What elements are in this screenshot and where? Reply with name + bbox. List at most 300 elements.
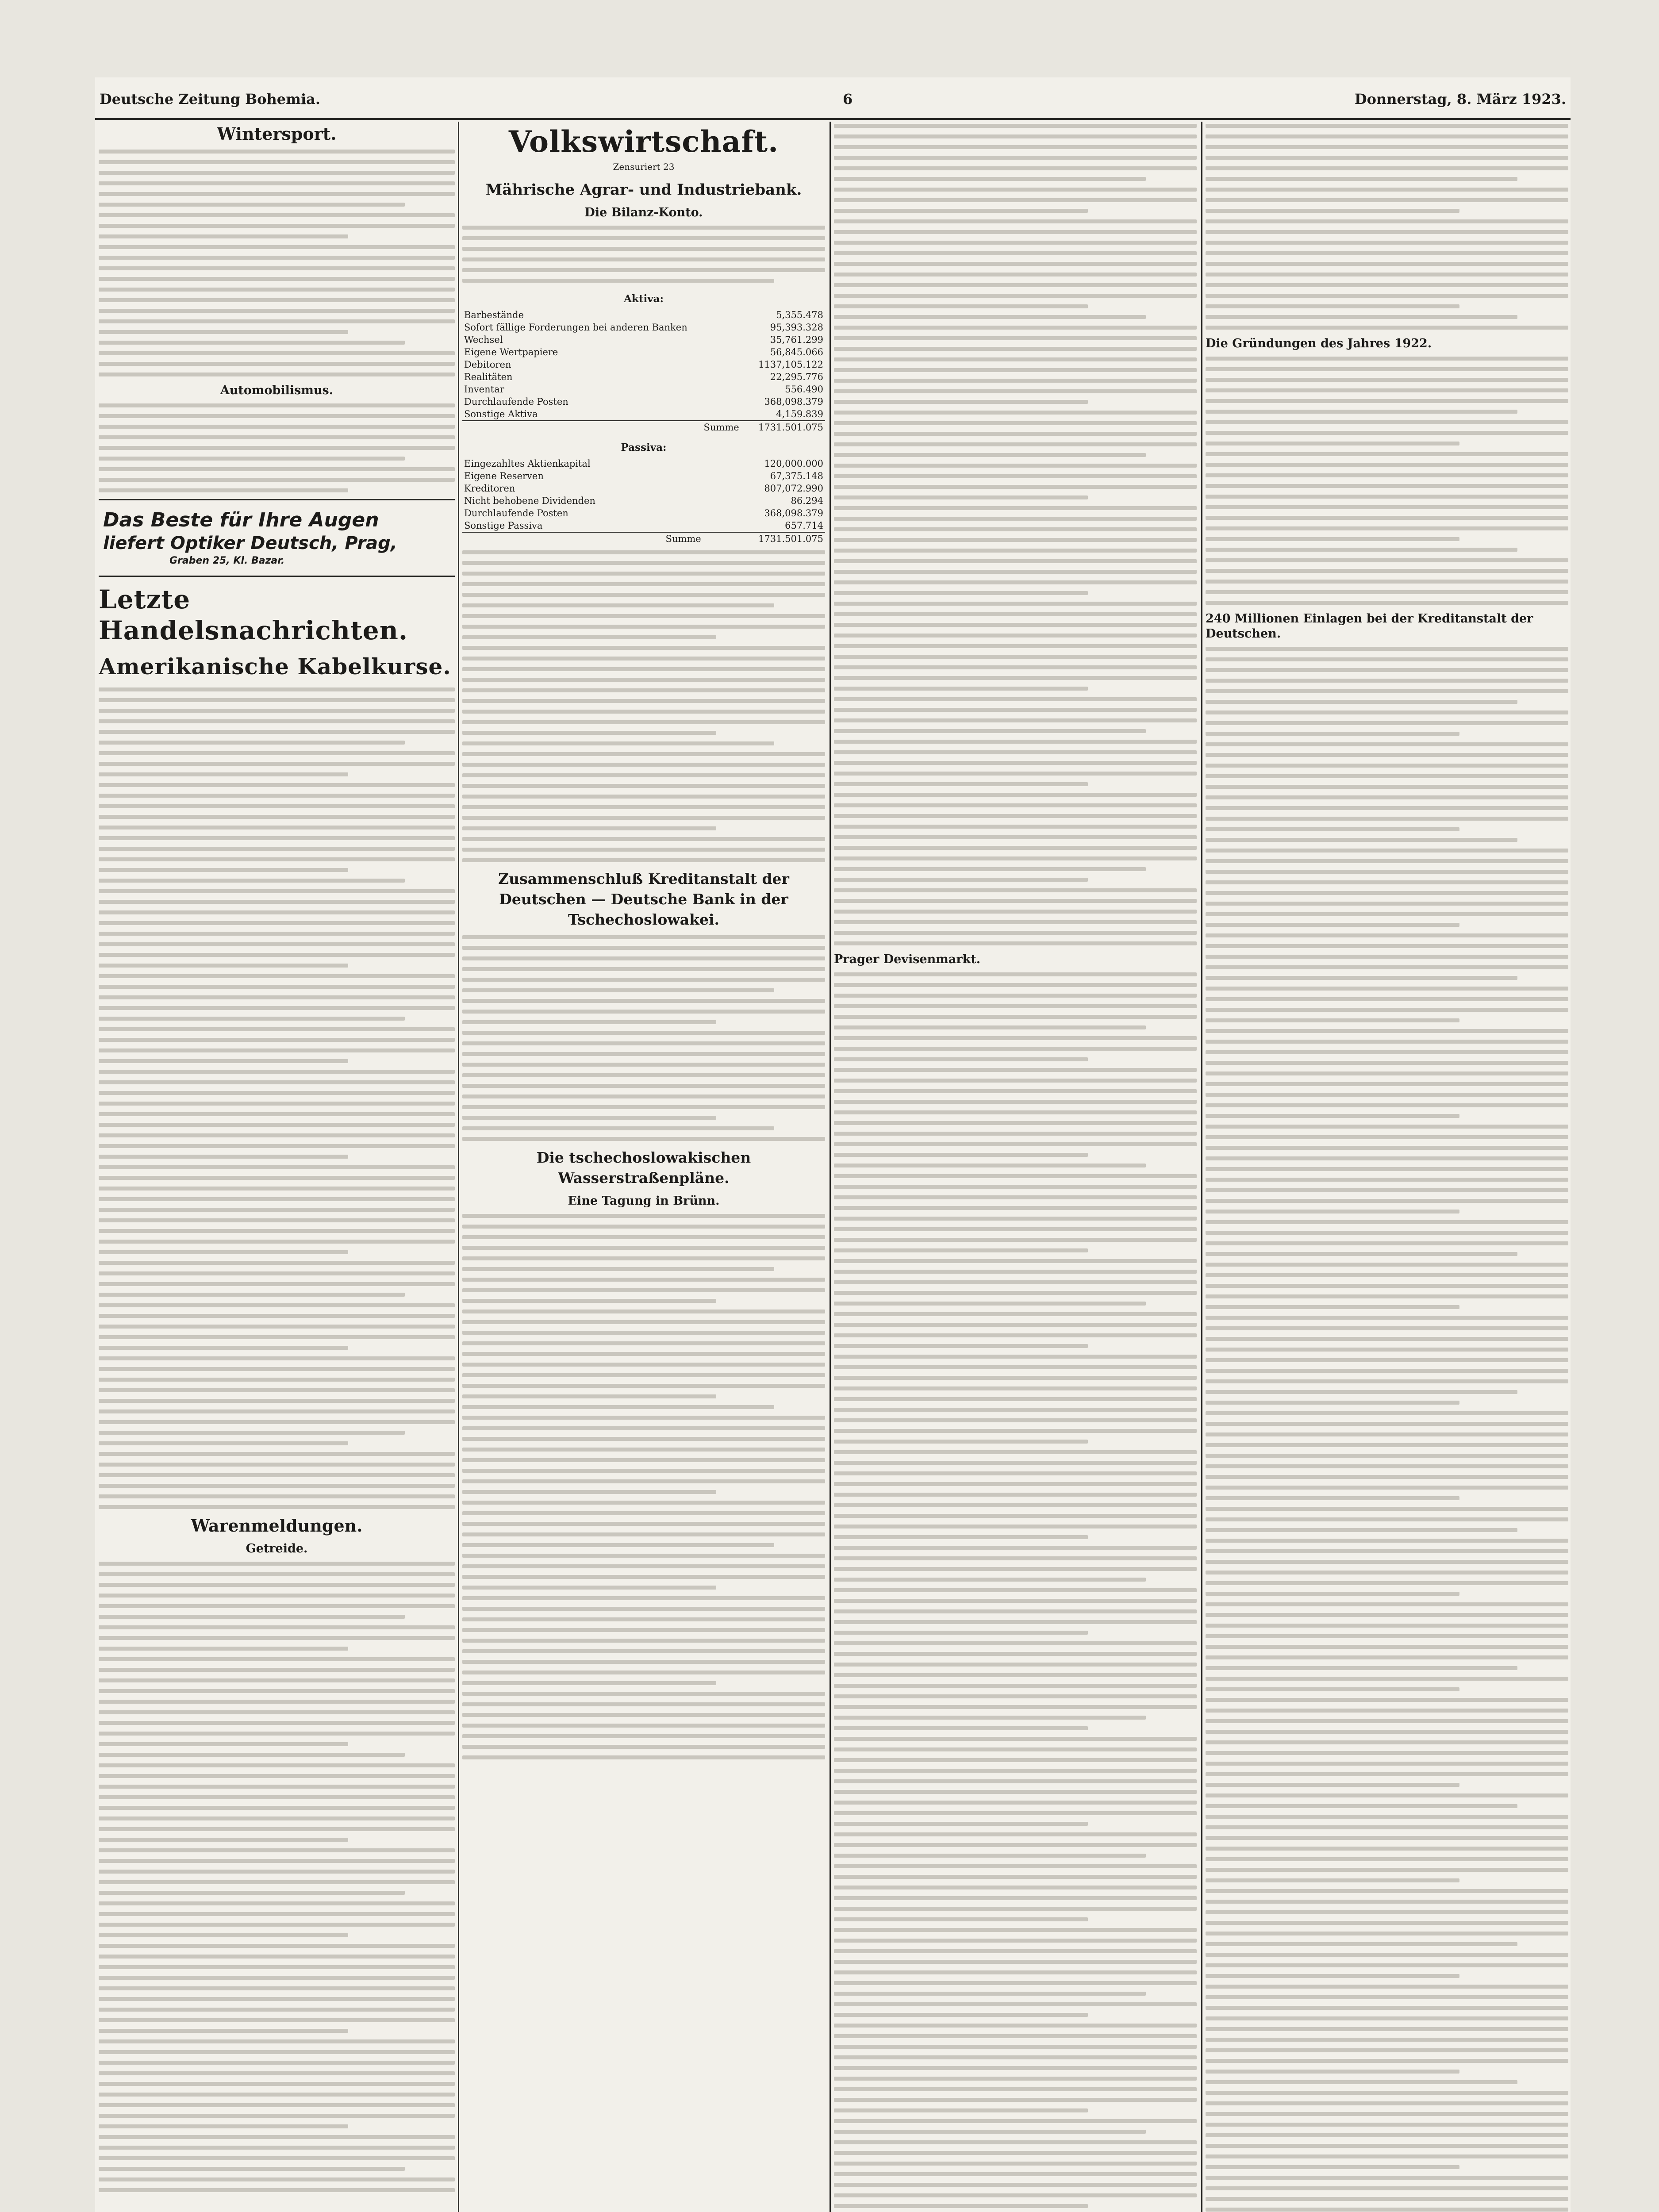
text-line — [99, 488, 348, 492]
text-line — [462, 805, 825, 809]
text-line — [462, 593, 825, 597]
text-line — [462, 988, 774, 992]
text-line — [462, 1320, 825, 1324]
balance-activa — [462, 289, 825, 434]
balance-row — [462, 334, 825, 346]
text-line — [99, 2050, 455, 2054]
text-line — [834, 1801, 1197, 1805]
text-line — [834, 209, 1088, 213]
text-line — [99, 2018, 455, 2022]
text-line — [99, 985, 455, 989]
text-line — [462, 1126, 774, 1130]
sum-value: 1731.501.075 — [741, 421, 825, 434]
text-line — [99, 1668, 455, 1672]
text-line — [834, 1631, 1088, 1635]
text-line — [834, 453, 1146, 457]
text-line — [99, 1293, 405, 1297]
text-line — [99, 1763, 455, 1767]
text-line — [834, 2119, 1197, 2123]
text-line — [834, 1886, 1197, 1889]
text-line — [1206, 2091, 1568, 2095]
text-line — [99, 2039, 455, 2043]
text-line — [99, 2167, 405, 2171]
text-line — [1206, 2165, 1459, 2169]
newspaper-page — [95, 77, 1571, 2212]
text-line — [834, 230, 1197, 234]
text-line — [1206, 1624, 1568, 1628]
text-line — [99, 1388, 455, 1392]
text-line — [99, 435, 455, 439]
text-line — [834, 495, 1088, 499]
text-line — [834, 570, 1197, 574]
text-line — [99, 467, 455, 471]
text-line — [1206, 1241, 1568, 1245]
text-line — [1206, 1422, 1568, 1426]
text-line — [834, 1153, 1088, 1157]
text-line — [834, 2087, 1197, 2091]
text-line — [1206, 1666, 1517, 1670]
text-line — [99, 1494, 455, 1498]
text-line — [1206, 1942, 1517, 1946]
text-line — [1206, 1560, 1568, 1564]
text-line — [834, 1004, 1197, 1008]
text-line — [834, 1323, 1197, 1327]
text-line — [462, 1713, 825, 1717]
text-line — [1206, 124, 1568, 128]
text-line — [99, 1144, 455, 1148]
text-line — [99, 2146, 455, 2150]
text-line — [834, 326, 1197, 330]
text-line — [99, 256, 455, 260]
text-line — [834, 1386, 1197, 1390]
text-line — [1206, 1071, 1568, 1075]
text-line — [834, 910, 1197, 914]
text-line — [99, 1441, 348, 1445]
sum-label: Summe — [462, 532, 703, 545]
text-line — [99, 2093, 455, 2097]
text-line — [834, 2002, 1197, 2006]
text-line — [834, 262, 1197, 266]
text-line — [834, 1779, 1197, 1783]
text-line — [1206, 273, 1568, 276]
text-line — [834, 2066, 1197, 2070]
text-line — [1206, 156, 1568, 160]
text-line — [834, 1747, 1197, 1751]
text-line — [834, 697, 1197, 701]
text-line — [99, 2114, 455, 2118]
text-line — [99, 288, 455, 292]
text-line — [1206, 2038, 1568, 2042]
text-line — [834, 1429, 1197, 1433]
text-line — [1206, 1878, 1459, 1882]
text-line — [99, 1827, 455, 1831]
text-line — [1206, 473, 1568, 477]
text-line — [834, 1620, 1197, 1624]
balance-label: Debitoren — [464, 359, 511, 370]
text-line — [1206, 1677, 1568, 1681]
text-line — [462, 1469, 825, 1473]
text-line — [1206, 1178, 1568, 1182]
text-line — [99, 1647, 348, 1651]
text-line — [99, 762, 455, 766]
text-line — [1206, 304, 1459, 308]
text-line — [1206, 1730, 1568, 1734]
text-line — [834, 761, 1197, 765]
text-line — [834, 1068, 1197, 1072]
text-line — [462, 247, 825, 251]
ad-address: Graben 25, Kl. Bazar. — [169, 555, 285, 566]
text-line — [834, 623, 1197, 627]
text-line — [99, 1955, 455, 1959]
text-line — [1206, 1709, 1568, 1713]
text-line — [462, 550, 825, 554]
text-line — [99, 2061, 455, 2065]
text-line — [99, 751, 455, 755]
text-line — [99, 1753, 405, 1757]
text-line — [834, 708, 1197, 712]
text-line — [834, 1917, 1088, 1921]
text-line — [834, 972, 1197, 976]
text-line — [99, 2082, 455, 2086]
text-line — [99, 1923, 455, 1927]
header-rule — [95, 118, 1571, 120]
text-line — [1206, 283, 1568, 287]
text-line — [99, 1367, 455, 1371]
text-line — [462, 1352, 825, 1356]
article-text — [99, 150, 455, 376]
text-line — [834, 2193, 1197, 2197]
text-line — [1206, 495, 1568, 499]
text-line — [1206, 997, 1568, 1001]
text-line — [462, 646, 825, 650]
balance-label: Eigene Reserven — [464, 471, 544, 481]
text-line — [99, 309, 455, 313]
text-line — [462, 1288, 825, 1292]
text-line — [1206, 1093, 1568, 1097]
text-line — [1206, 1379, 1568, 1383]
text-line — [1206, 806, 1568, 810]
text-line — [834, 368, 1197, 372]
text-line — [99, 1562, 455, 1566]
text-line — [834, 1822, 1088, 1826]
text-line — [99, 1027, 455, 1031]
text-line — [1206, 145, 1568, 149]
text-line — [1206, 2101, 1568, 2105]
ad-text: liefert Optiker Deutsch, Prag, — [103, 533, 397, 553]
text-line — [834, 304, 1088, 308]
text-line — [462, 279, 774, 283]
text-line — [834, 994, 1197, 998]
text-line — [834, 549, 1197, 553]
text-line — [834, 357, 1197, 361]
text-line — [834, 1450, 1197, 1454]
balance-row — [462, 457, 825, 470]
text-line — [462, 257, 825, 261]
text-line — [1206, 526, 1568, 530]
text-line — [1206, 580, 1568, 584]
text-line — [834, 591, 1088, 595]
section-heading: Prager Devisenmarkt. — [834, 952, 981, 966]
newspaper-title: Deutsche Zeitung Bohemia. — [100, 91, 321, 108]
balance-label: Sofort fällige Forderungen bei anderen Banken — [464, 322, 687, 333]
text-line — [99, 1700, 455, 1704]
text-line — [99, 1282, 455, 1286]
text-line — [1206, 1836, 1568, 1840]
balance-row — [462, 309, 825, 321]
text-line — [834, 1238, 1197, 1242]
text-line — [834, 888, 1197, 892]
text-line — [1206, 1687, 1459, 1691]
text-line — [99, 1594, 455, 1598]
text-line — [99, 1048, 455, 1052]
text-line — [99, 213, 455, 217]
balance-value: 4,159.839 — [776, 409, 823, 419]
sum-label: Summe — [462, 421, 741, 434]
text-line — [834, 1535, 1088, 1539]
text-line — [1206, 1018, 1459, 1022]
text-line — [1206, 1857, 1568, 1861]
text-line — [99, 351, 455, 355]
text-line — [834, 1482, 1197, 1486]
text-line — [99, 150, 455, 154]
text-line — [462, 1755, 825, 1759]
text-line — [99, 1431, 405, 1435]
text-line — [834, 1663, 1197, 1667]
text-line — [834, 1408, 1197, 1412]
text-line — [834, 1227, 1197, 1231]
text-line — [1206, 410, 1517, 414]
text-line — [462, 1628, 825, 1632]
text-line — [834, 1556, 1197, 1560]
text-line — [834, 1185, 1197, 1189]
text-line — [462, 978, 825, 982]
text-line — [834, 336, 1197, 340]
balance-label: Eigene Wertpapiere — [464, 347, 558, 357]
text-line — [1206, 870, 1568, 874]
text-line — [462, 1137, 825, 1141]
text-line — [462, 1448, 825, 1452]
text-line — [462, 1660, 825, 1664]
text-line — [834, 1726, 1088, 1730]
text-line — [834, 1047, 1197, 1051]
text-line — [834, 2055, 1197, 2059]
text-line — [99, 1838, 348, 1842]
text-line — [1206, 601, 1568, 605]
text-line — [462, 1225, 825, 1229]
text-line — [99, 1250, 348, 1254]
text-line — [99, 1059, 348, 1063]
text-line — [462, 826, 716, 830]
text-line — [1206, 1571, 1568, 1575]
text-line — [834, 421, 1197, 425]
text-line — [462, 935, 825, 939]
text-line — [462, 1543, 774, 1547]
text-line — [1206, 859, 1568, 863]
text-line — [99, 857, 455, 861]
text-line — [462, 1267, 774, 1271]
text-line — [99, 1795, 455, 1799]
balance-label: Realitäten — [464, 372, 513, 382]
text-line — [1206, 188, 1568, 192]
text-line — [462, 1405, 774, 1409]
text-line — [1206, 1114, 1459, 1118]
text-line — [99, 730, 455, 734]
text-line — [1206, 399, 1568, 403]
text-line — [1206, 1900, 1568, 1904]
balance-value: 368,098.379 — [764, 396, 823, 407]
text-line — [99, 698, 455, 702]
text-line — [1206, 569, 1568, 573]
text-line — [1206, 944, 1568, 948]
text-line — [462, 1246, 825, 1250]
text-line — [462, 999, 825, 1003]
text-line — [834, 219, 1197, 223]
text-line — [1206, 1475, 1568, 1479]
text-line — [462, 635, 716, 639]
text-line — [1206, 1103, 1568, 1107]
balance-value: 86.294 — [791, 495, 823, 506]
text-line — [1206, 1634, 1568, 1638]
text-line — [99, 1689, 455, 1693]
text-line — [99, 1197, 455, 1201]
text-line — [1206, 902, 1568, 906]
text-line — [99, 2008, 455, 2012]
text-line — [99, 1070, 455, 1074]
text-line — [99, 868, 348, 872]
text-line — [1206, 710, 1568, 714]
text-line — [1206, 732, 1459, 736]
text-line — [1206, 420, 1568, 424]
text-line — [1206, 1040, 1568, 1044]
text-line — [462, 1575, 825, 1579]
text-line — [1206, 1507, 1568, 1511]
text-line — [99, 1303, 455, 1307]
text-line — [462, 1394, 716, 1398]
text-line — [834, 1970, 1197, 1974]
balance-value: 368,098.379 — [764, 508, 823, 518]
text-line — [834, 941, 1197, 945]
text-line — [1206, 1655, 1568, 1659]
text-line — [99, 783, 455, 787]
text-line — [99, 1133, 455, 1137]
balance-row — [462, 396, 825, 408]
text-line — [99, 1742, 348, 1746]
text-line — [1206, 1210, 1459, 1214]
text-line — [99, 1420, 455, 1424]
balance-row — [462, 358, 825, 371]
text-line — [462, 1522, 825, 1526]
text-line — [834, 1397, 1197, 1401]
text-line — [462, 784, 825, 788]
text-line — [99, 1080, 455, 1084]
text-line — [462, 1010, 825, 1014]
text-line — [834, 1694, 1197, 1698]
text-line — [1206, 1719, 1568, 1723]
text-line — [1206, 230, 1568, 234]
text-line — [462, 1363, 825, 1367]
text-line — [99, 1870, 455, 1874]
text-line — [462, 710, 825, 714]
column-3 — [834, 124, 1197, 2212]
text-line — [834, 1344, 1088, 1348]
text-line — [834, 931, 1197, 935]
sub-heading: Getreide. — [246, 1542, 308, 1555]
text-line — [834, 1100, 1197, 1104]
text-line — [834, 1981, 1197, 1985]
text-line — [1206, 209, 1459, 213]
text-line — [1206, 1348, 1568, 1352]
text-line — [99, 910, 455, 914]
text-line — [462, 572, 825, 576]
column-1 — [99, 124, 455, 2212]
text-line — [1206, 2070, 1459, 2074]
text-line — [1206, 1581, 1568, 1585]
text-line — [1206, 326, 1568, 330]
text-line — [1206, 657, 1568, 661]
text-line — [99, 457, 405, 461]
balance-row — [462, 482, 825, 495]
text-line — [1206, 1273, 1568, 1277]
text-line — [1206, 1815, 1568, 1819]
text-line — [99, 1721, 455, 1725]
text-line — [99, 1806, 455, 1810]
text-line — [99, 478, 455, 482]
text-line — [834, 1737, 1197, 1741]
text-line — [1206, 742, 1568, 746]
text-line — [99, 446, 455, 450]
text-line — [462, 1416, 825, 1420]
text-line — [99, 224, 455, 228]
text-line — [99, 804, 455, 808]
text-line — [99, 298, 455, 302]
text-line — [834, 1440, 1088, 1444]
text-line — [99, 964, 348, 968]
text-line — [834, 411, 1197, 415]
text-line — [834, 177, 1146, 181]
text-line — [834, 1270, 1197, 1274]
text-line — [99, 362, 455, 366]
text-line — [99, 741, 405, 745]
text-line — [834, 517, 1197, 521]
text-line — [99, 995, 455, 999]
text-line — [462, 1031, 825, 1035]
text-line — [834, 538, 1197, 542]
text-line — [462, 956, 825, 960]
text-line — [1206, 1486, 1568, 1490]
text-line — [1206, 1549, 1568, 1553]
text-line — [1206, 1751, 1568, 1755]
text-line — [834, 899, 1197, 903]
text-line — [834, 2204, 1088, 2208]
text-line — [1206, 2027, 1568, 2031]
balance-value: 5,355.478 — [776, 310, 823, 320]
text-line — [462, 1586, 716, 1590]
text-line — [834, 2108, 1088, 2112]
balance-label: Eingezahltes Aktienkapital — [464, 458, 591, 469]
text-line — [834, 1121, 1197, 1125]
article-text — [1206, 357, 1568, 605]
text-line — [834, 772, 1197, 776]
text-line — [1206, 1454, 1568, 1458]
text-line — [462, 1490, 716, 1494]
balance-heading: Aktiva: — [624, 293, 664, 305]
text-line — [1206, 1199, 1568, 1203]
text-line — [834, 1164, 1146, 1167]
text-line — [462, 946, 825, 950]
text-line — [1206, 679, 1568, 683]
text-line — [1206, 785, 1568, 789]
text-line — [462, 1649, 825, 1653]
